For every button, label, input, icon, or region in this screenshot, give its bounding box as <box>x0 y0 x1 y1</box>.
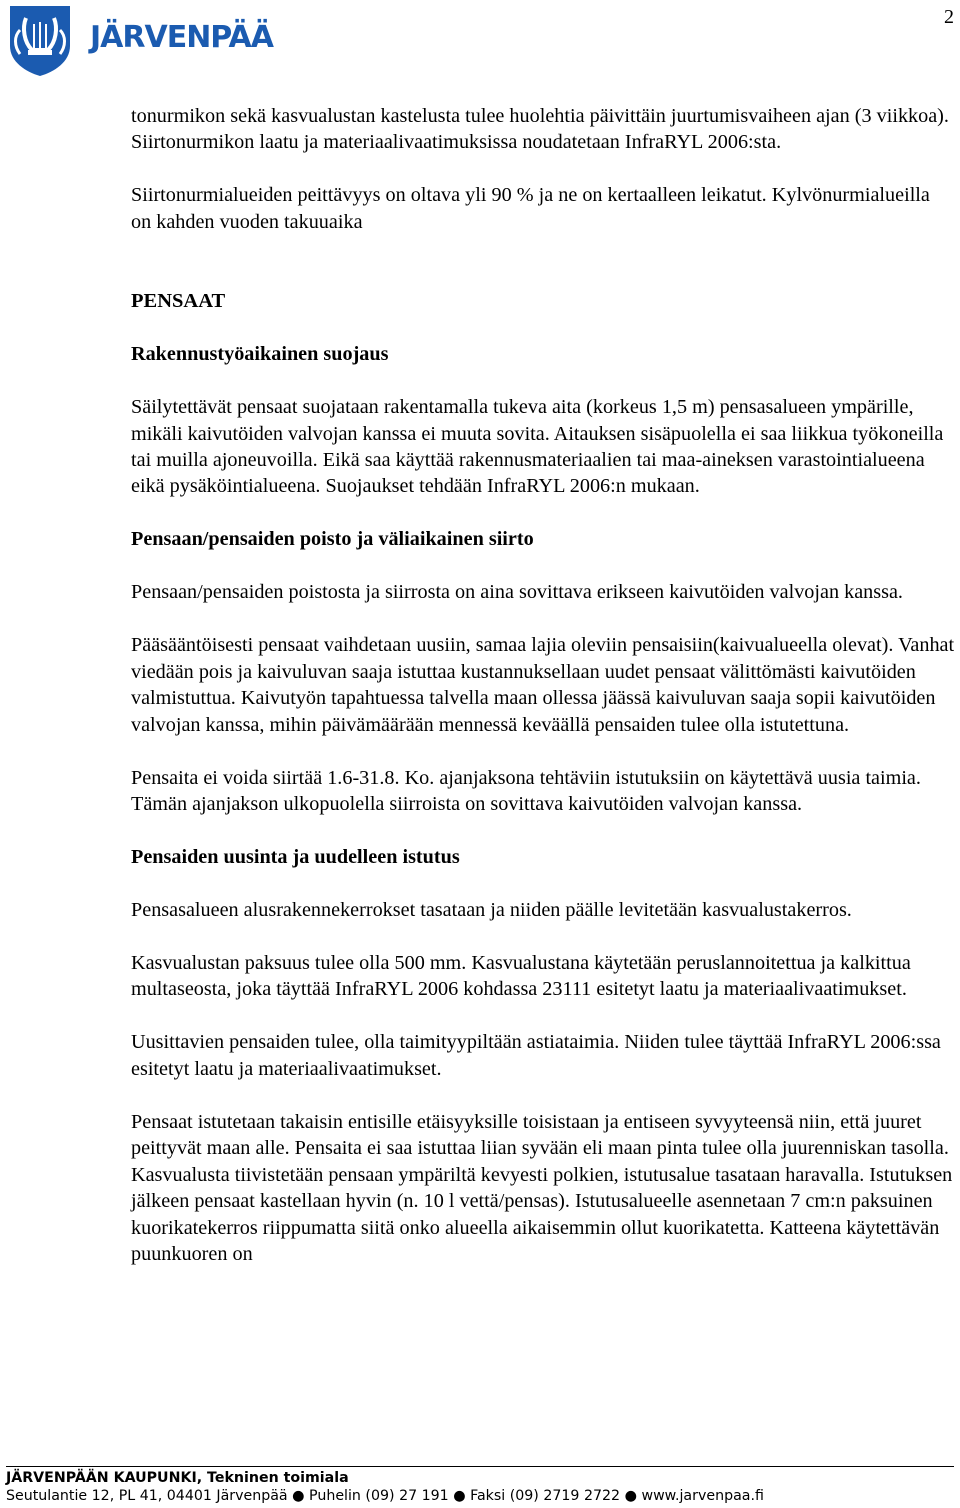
paragraph: Säilytettävät pensaat suojataan rakentamalla tukeva aita (korkeus 1,5 m) pensasalueen ympärille, mikäli kaivutöiden valvojan kanssa ei muuta sovita. Aitauksen sisäpuolella ei saa liikkua työkoneilla tai muilla ajoneuvoilla. Eikä saa käyttää rakennusmateriaalien tai maa-aineksen varastointialueena eikä pysäköintialueena. Suojaukset tehdään InfraRYL 2006:n mukaan. <box>131 396 944 498</box>
subsection-heading: Pensaiden uusinta ja uudelleen istutus <box>131 846 460 869</box>
paragraph: Pensaita ei voida siirtää 1.6-31.8. Ko. ajanjaksona tehtäviin istutuksiin on käytettävä uusia taimia. Tämän ajanjakson ulkopuolella siirroista on sovittava kaivutöiden valvojan kanssa. <box>131 766 921 816</box>
paragraph: Uusittavien pensaiden tulee, olla taimityypiltään astiataimia. Niiden tulee täyttää InfraRYL 2006:ssa esitetyt laatu ja materiaalivaatimukset. <box>131 1031 941 1080</box>
subsection-heading: Rakennustyöaikainen suojaus <box>131 343 389 366</box>
logo-wordmark: JÄRVENPÄÄ <box>90 20 273 55</box>
page-footer <box>6 1466 954 1505</box>
paragraph: Pensaat istutetaan takaisin entisille etäisyyksille toisistaan ja entiseen syvyyteensä niin, että juuret peittyvät maan alle. Pensaita ei saa istuttaa liian syvään eli maan pinta tulee olla juurenniskan tasolla. Kasvualusta tiivistetään pensaan ympäriltä kevyesti polkien, istutusalue tasataan haravalla. Istutuksen jälkeen pensaat kastellaan hyvin (n. 10 l vettä/pensas). Istutusalueelle asennetaan 7 cm:n paksuinen kuorikatekerros riippumatta siitä onko alueella aikaisemmin ollut kuorikatetta. Katteena käytettävän puunkuoren on <box>131 1110 953 1265</box>
page-number: 2 <box>944 6 954 28</box>
paragraph: Pääsääntöisesti pensaat vaihdetaan uusiin, samaa lajia oleviin pensaisiin(kaivualueella olevat). Vanhat viedään pois ja kaivuluvan saaja istuttaa kustannuksellaan uudet pensaat välittömästi kaivutöiden valmistuttua. Kaivutyön tapahtuessa talvella maan ollessa jäässä kaivuluvan saaja sopii kaivutöiden valvojan kanssa, mihin päivämäärään mennessä keväällä pensaiden tulee olla istutettuna. <box>131 634 955 736</box>
footer-organization: JÄRVENPÄÄN KAUPUNKI, Tekninen toimiala <box>6 1470 349 1486</box>
footer-address: Seutulantie 12, PL 41, 04401 Järvenpää ● Puhelin (09) 27 191 ● Faksi (09) 2719 2722 ● www.jarvenpaa.fi <box>6 1488 764 1504</box>
lyre-shield-icon <box>6 2 74 78</box>
paragraph: Siirtonurmialueiden peittävyys on oltava yli 90 % ja ne on kertaalleen leikatut. Kylvönurmialueilla on kahden vuoden takuuaika <box>131 184 930 233</box>
paragraph: Kasvualustan paksuus tulee olla 500 mm. Kasvualustana käytetään peruslannoitettua ja kalkittua multaseosta, joka täyttää InfraRYL 2006 kohdassa 23111 esitetyt laatu ja materiaalivaatimukset. <box>131 952 911 1001</box>
document-body <box>131 103 955 1294</box>
subsection-heading: Pensaan/pensaiden poisto ja väliaikainen siirto <box>131 528 534 551</box>
city-logo <box>6 2 273 82</box>
paragraph: tonurmikon sekä kasvualustan kastelusta tulee huolehtia päivittäin juurtumisvaiheen ajan (3 viikkoa). Siirtonurmikon laatu ja materiaalivaatimuksissa noudatetaan InfraRYL 2006:sta. <box>131 105 949 154</box>
paragraph: Pensaan/pensaiden poistosta ja siirrosta on aina sovittava erikseen kaivutöiden valvojan kanssa. <box>131 581 903 604</box>
section-heading: PENSAAT <box>131 290 226 313</box>
paragraph: Pensasalueen alusrakennekerrokset tasataan ja niiden päälle levitetään kasvualustakerros. <box>131 899 852 922</box>
